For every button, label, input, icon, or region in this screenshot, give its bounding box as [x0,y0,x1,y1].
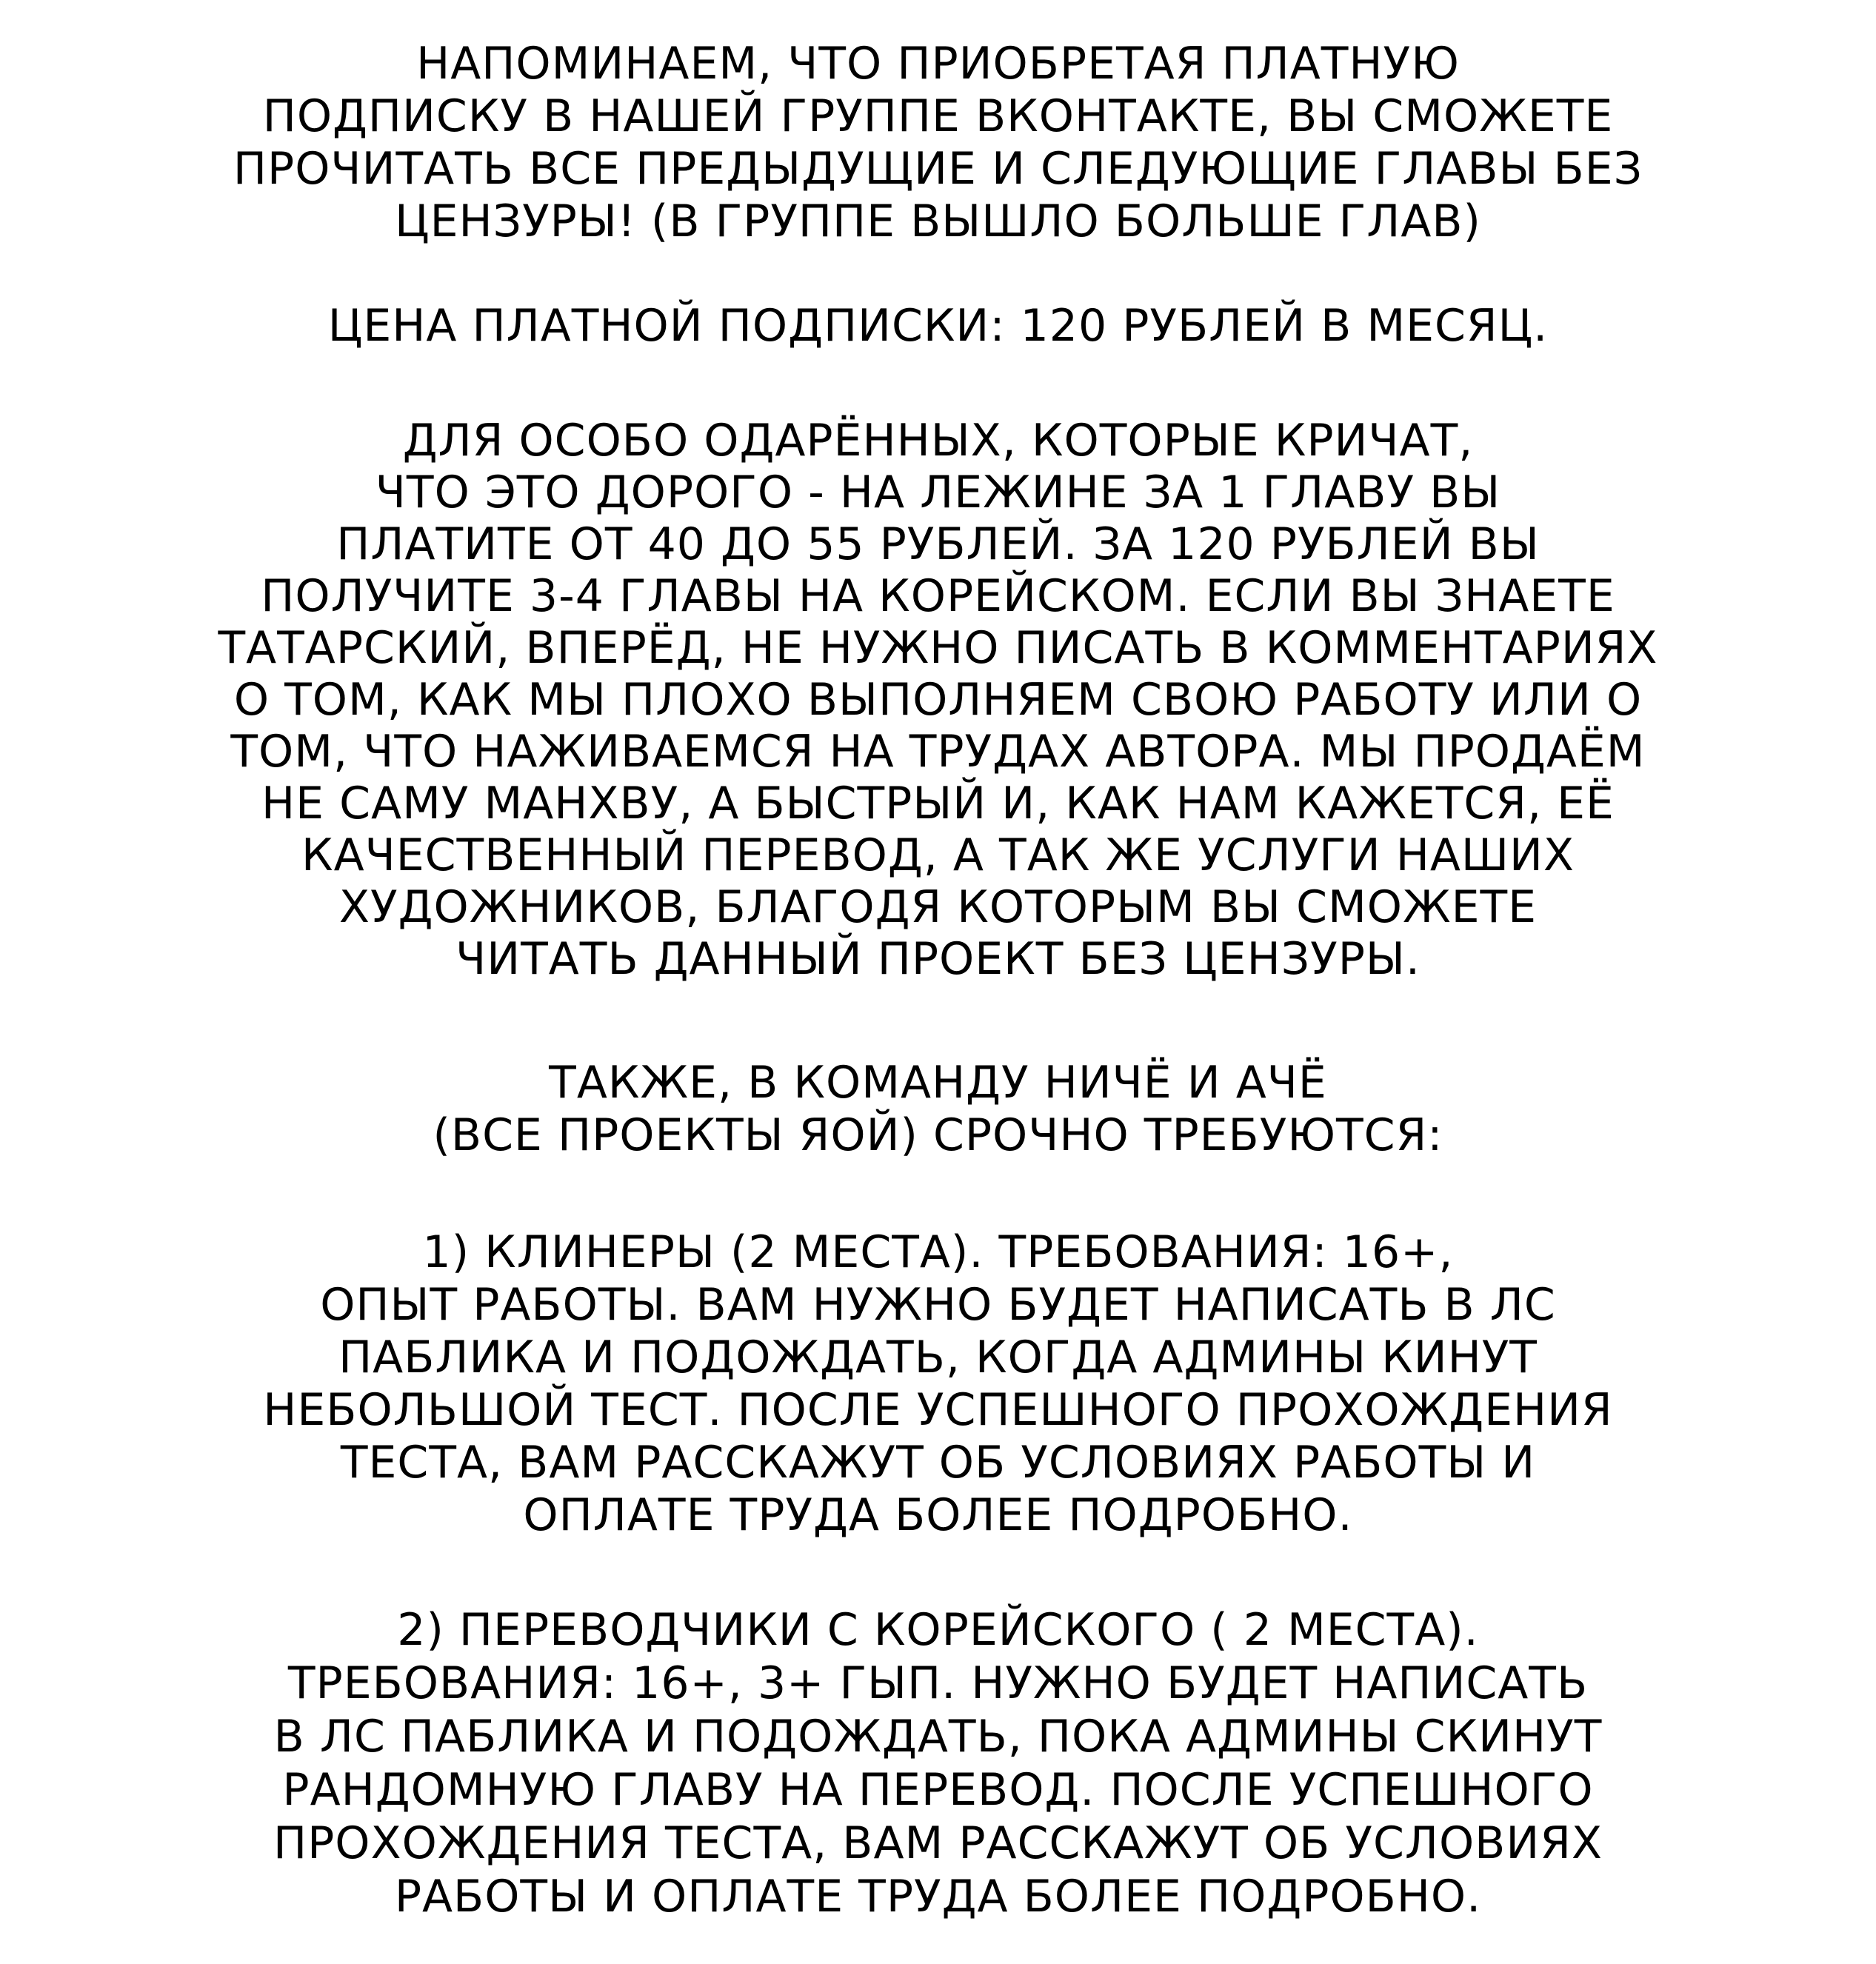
cleaners-requirement-item: 1) КЛИНЕРЫ (2 МЕСТА). ТРЕБОВАНИЯ: 16+, ОПЫТ РАБОТЫ. ВАМ НУЖНО БУДЕТ НАПИСАТЬ В ЛС ПАБЛИКА И ПОДОЖДАТЬ, КОГДА АДМИНЫ КИНУТ НЕБОЛЬШОЙ ТЕСТ. ПОСЛЕ УСПЕШНОГО ПРОХОЖДЕНИЯ ТЕСТА, ВАМ РАССКАЖУТ ОБ УСЛОВИЯХ РАБОТЫ И ОПЛАТЕ ТРУДА БОЛЕЕ ПОДРОБНО. [263,1226,1613,1541]
translators-requirement-item: 2) ПЕРЕВОДЧИКИ С КОРЕЙСКОГО ( 2 МЕСТА). ТРЕБОВАНИЯ: 16+, 3+ ГЫП. НУЖНО БУДЕТ НАПИСАТЬ В ЛС ПАБЛИКА И ПОДОЖДАТЬ, ПОКА АДМИНЫ СКИНУТ РАНДОМНУЮ ГЛАВУ НА ПЕРЕВОД. ПОСЛЕ УСПЕШНОГО ПРОХОЖДЕНИЯ ТЕСТА, ВАМ РАССКАЖУТ ОБ УСЛОВИЯХ РАБОТЫ И ОПЛАТЕ ТРУДА БОЛЕЕ ПОДРОБНО. [273,1604,1603,1923]
subscription-reminder-paragraph: НАПОМИНАЕМ, ЧТО ПРИОБРЕТАЯ ПЛАТНУЮ ПОДПИСКУ В НАШЕЙ ГРУППЕ ВКОНТАКТЕ, ВЫ СМОЖЕТЕ ПРОЧИТАТЬ ВСЕ ПРЕДЫДУЩИЕ И СЛЕДУЮЩИЕ ГЛАВЫ БЕЗ ЦЕНЗУРЫ! (В ГРУППЕ ВЫШЛО БОЛЬШЕ ГЛАВ) [233,38,1643,247]
price-explanation-paragraph: ДЛЯ ОСОБО ОДАРЁННЫХ, КОТОРЫЕ КРИЧАТ, ЧТО ЭТО ДОРОГО - НА ЛЕЖИНЕ ЗА 1 ГЛАВУ ВЫ ПЛАТИТЕ ОТ 40 ДО 55 РУБЛЕЙ. ЗА 120 РУБЛЕЙ ВЫ ПОЛУЧИТЕ 3-4 ГЛАВЫ НА КОРЕЙСКОМ. ЕСЛИ ВЫ ЗНАЕТЕ ТАТАРСКИЙ, ВПЕРЁД, НЕ НУЖНО ПИСАТЬ В КОММЕНТАРИЯХ О ТОМ, КАК МЫ ПЛОХО ВЫПОЛНЯЕМ СВОЮ РАБОТУ ИЛИ О ТОМ, ЧТО НАЖИВАЕМСЯ НА ТРУДАХ АВТОРА. МЫ ПРОДАЁМ НЕ САМУ МАНХВУ, А БЫСТРЫЙ И, КАК НАМ КАЖЕТСЯ, ЕЁ КАЧЕСТВЕННЫЙ ПЕРЕВОД, А ТАК ЖЕ УСЛУГИ НАШИХ ХУДОЖНИКОВ, БЛАГОДЯ КОТОРЫМ ВЫ СМОЖЕТЕ ЧИТАТЬ ДАННЫЙ ПРОЕКТ БЕЗ ЦЕНЗУРЫ. [218,415,1658,985]
subscription-price-paragraph: ЦЕНА ПЛАТНОЙ ПОДПИСКИ: 120 РУБЛЕЙ В МЕСЯЦ. [327,300,1549,352]
team-recruitment-intro: ТАКЖЕ, В КОМАНДУ НИЧЁ И АЧЁ (ВСЕ ПРОЕКТЫ ЯОЙ) СРОЧНО ТРЕБУЮТСЯ: [433,1057,1443,1161]
